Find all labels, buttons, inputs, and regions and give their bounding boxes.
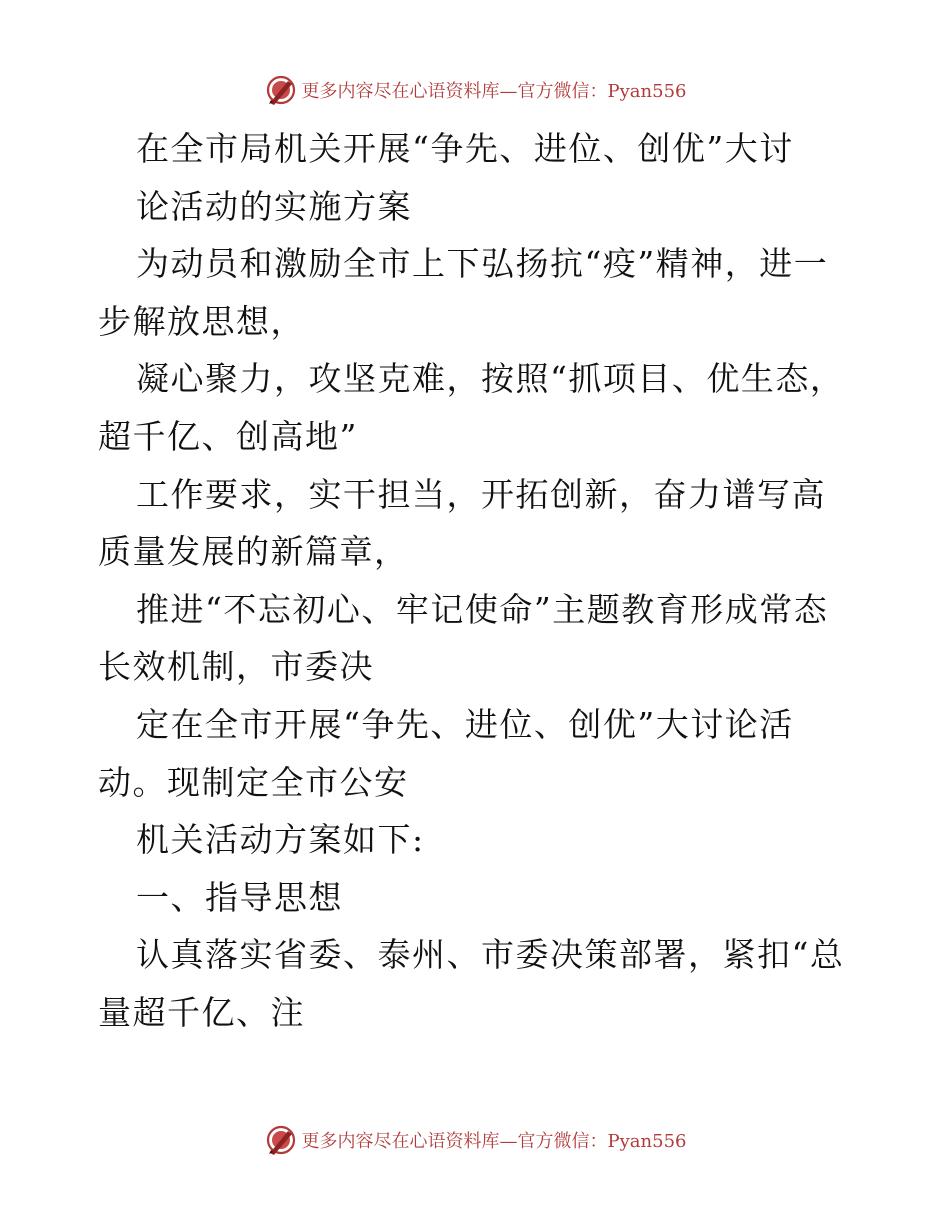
paragraph: 推进“不忘初心、牢记使命”主题教育形成常态长效机制，市委决 [98,589,829,687]
header-banner [0,70,950,110]
paragraph: 认真落实省委、泰州、市委决策部署，紧扣“总量超千亿、注 [98,935,845,1032]
paragraph: 工作要求，实干担当，开拓创新，奋力谱写高质量发展的新篇章， [98,474,826,572]
paragraph: 论活动的实施方案 [136,186,412,226]
pen-logo-icon [264,73,298,107]
section-heading: 一、指导思想 [136,877,343,917]
paragraph: 在全市局机关开展“争先、进位、创优”大讨 [136,129,794,168]
banner-text: 更多内容尽在心语资料库—官方微信：Pyan556 [301,1131,687,1152]
paragraph: 定在全市开展“争先、进位、创优”大讨论活动。现制定全市公安 [98,704,794,802]
paragraph: 机关活动方案如下: [136,820,425,860]
document-body [98,120,858,1042]
paragraph: 为动员和激励全市上下弘扬抗“疫”精神，进一步解放思想， [98,244,829,341]
banner-text: 更多内容尽在心语资料库—官方微信：Pyan556 [301,81,687,102]
pen-logo-icon [264,1123,298,1157]
footer-banner [0,1120,950,1160]
paragraph: 凝心聚力，攻坚克难，按照“抓项目、优生态，超千亿、创高地” [98,359,845,456]
